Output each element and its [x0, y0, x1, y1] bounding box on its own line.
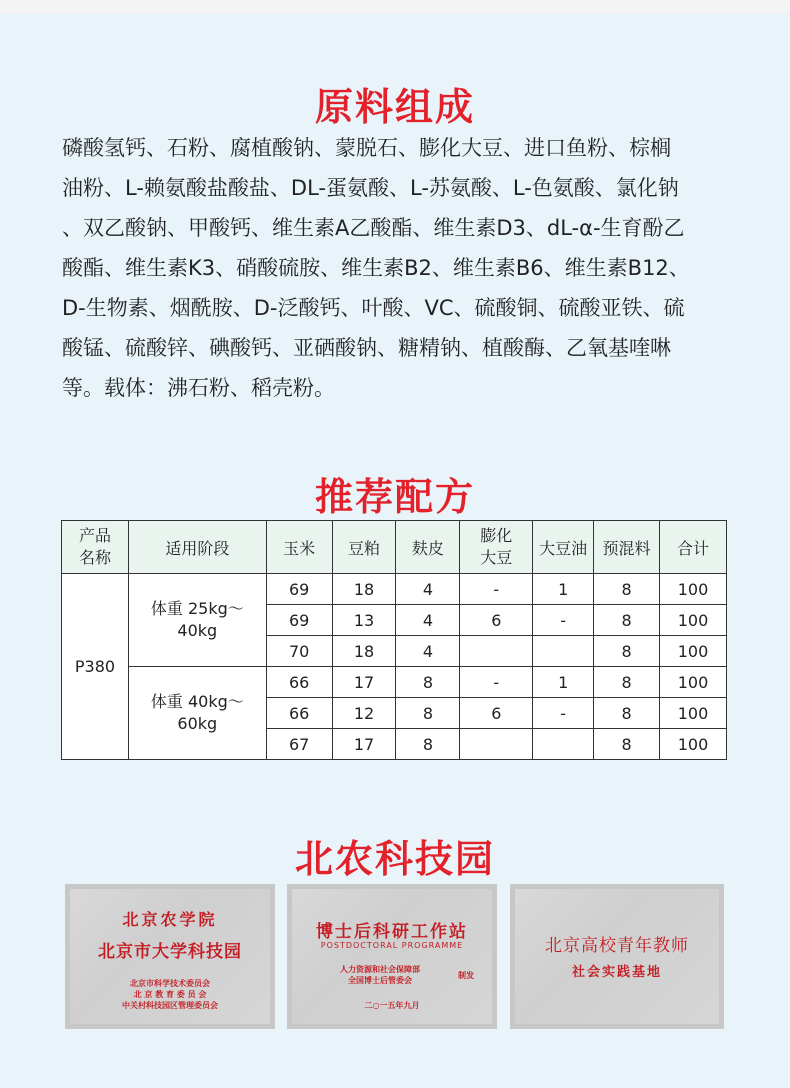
stage1-l1: 体重 25kg～	[150, 599, 244, 618]
cell-bran: 4	[396, 605, 460, 636]
table-row	[62, 667, 727, 698]
header-bran: 麸皮	[396, 521, 460, 574]
cell-premix: 8	[594, 636, 660, 667]
cell-total: 100	[660, 605, 727, 636]
ingredients-title: 原料组成	[314, 85, 475, 129]
header-puffed-l1: 膨化	[480, 526, 513, 545]
cell-premix: 8	[594, 698, 660, 729]
header-premix: 预混料	[594, 521, 660, 574]
plaque-gallery	[62, 884, 730, 1029]
plaque-issuer2: 全国博士后管委会	[348, 976, 412, 985]
ingredients-line: 等。载体：沸石粉、稻壳粉。	[62, 376, 335, 400]
header-product-l1: 产品	[78, 526, 111, 545]
header-puffed-l2: 大豆	[480, 548, 513, 567]
stage2-l2: 60kg	[177, 714, 218, 733]
cell-oil	[533, 729, 594, 760]
cell-corn: 70	[266, 636, 332, 667]
cell-total: 100	[660, 729, 727, 760]
cell-meal: 17	[332, 667, 396, 698]
cell-premix: 8	[594, 667, 660, 698]
plaque-line2: POSTDOCTORAL PROGRAMME	[320, 941, 464, 950]
plaque-line1: 北京农学院	[122, 910, 218, 929]
table-row	[62, 574, 727, 605]
cell-puffed: 6	[460, 698, 533, 729]
ingredients-text	[62, 128, 732, 408]
plaque-issuer3: 中关村科技园区管理委员会	[122, 1001, 218, 1010]
stage1-l2: 40kg	[177, 621, 218, 640]
cell-premix: 8	[594, 605, 660, 636]
plaque-postdoc-station	[287, 884, 497, 1029]
product-name-cell: P380	[62, 574, 129, 760]
header-meal: 豆粕	[332, 521, 396, 574]
plaque-issuer1: 北京市科学技术委员会	[130, 979, 210, 988]
cell-corn: 66	[266, 667, 332, 698]
cell-corn: 69	[266, 574, 332, 605]
cell-meal: 17	[332, 729, 396, 760]
cell-meal: 13	[332, 605, 396, 636]
cell-premix: 8	[594, 574, 660, 605]
ingredients-line: 酸酯、维生素K3、硝酸硫胺、维生素B2、维生素B6、维生素B12、	[62, 256, 690, 280]
cell-total: 100	[660, 636, 727, 667]
plaque-line1: 北京高校青年教师	[545, 936, 689, 956]
cell-oil: -	[533, 698, 594, 729]
cell-puffed: -	[460, 667, 533, 698]
cell-meal: 18	[332, 636, 396, 667]
cell-bran: 4	[396, 636, 460, 667]
header-oil: 大豆油	[533, 521, 594, 574]
plaque-issuer2: 北 京 教 育 委 员 会	[133, 990, 207, 999]
ingredients-line: 、双乙酸钠、甲酸钙、维生素A乙酸酯、维生素D3、dL-α-生育酚乙	[62, 216, 685, 240]
recipe-title: 推荐配方	[314, 475, 475, 519]
cell-bran: 4	[396, 574, 460, 605]
cell-meal: 12	[332, 698, 396, 729]
header-puffed-soy	[460, 521, 533, 574]
cell-corn: 69	[266, 605, 332, 636]
recipe-table	[61, 520, 727, 760]
header-corn: 玉米	[266, 521, 332, 574]
ingredients-line: 酸锰、硫酸锌、碘酸钙、亚硒酸钠、糖精钠、植酸酶、乙氧基喹啉	[62, 336, 671, 360]
cell-oil: 1	[533, 574, 594, 605]
plaque-line1: 博士后科研工作站	[316, 922, 468, 942]
cell-bran: 8	[396, 667, 460, 698]
ingredients-line: 磷酸氢钙、石粉、腐植酸钠、蒙脱石、膨化大豆、进口鱼粉、棕榈	[62, 136, 671, 160]
cell-puffed: 6	[460, 605, 533, 636]
table-header-row	[62, 521, 727, 574]
plaque-date: 二○一五年九月	[364, 1001, 420, 1010]
header-total: 合计	[660, 521, 727, 574]
cell-puffed	[460, 636, 533, 667]
cell-total: 100	[660, 667, 727, 698]
cell-corn: 66	[266, 698, 332, 729]
cell-premix: 8	[594, 729, 660, 760]
header-stage: 适用阶段	[128, 521, 266, 574]
cell-total: 100	[660, 574, 727, 605]
stage-cell	[128, 574, 266, 667]
plaque-teacher-practice-base	[510, 884, 724, 1029]
header-product	[62, 521, 129, 574]
cell-puffed: -	[460, 574, 533, 605]
top-strip	[0, 0, 790, 14]
ingredients-line: D-生物素、烟酰胺、D-泛酸钙、叶酸、VC、硫酸铜、硫酸亚铁、硫	[62, 296, 685, 320]
header-product-l2: 名称	[78, 548, 111, 567]
cell-bran: 8	[396, 729, 460, 760]
plaque-line2: 社会实践基地	[571, 965, 662, 980]
plaque-bua-science-park	[65, 884, 275, 1029]
cell-meal: 18	[332, 574, 396, 605]
cell-oil: -	[533, 605, 594, 636]
cell-puffed	[460, 729, 533, 760]
cell-total: 100	[660, 698, 727, 729]
ingredients-line: 油粉、L-赖氨酸盐酸盐、DL-蛋氨酸、L-苏氨酸、L-色氨酸、氯化钠	[62, 176, 679, 200]
plaque-issuer1: 人力资源和社会保障部	[340, 965, 420, 974]
stage2-l1: 体重 40kg～	[150, 692, 244, 711]
cell-corn: 67	[266, 729, 332, 760]
cell-oil	[533, 636, 594, 667]
plaque-issued: 制发	[458, 971, 474, 980]
park-title: 北农科技园	[294, 837, 495, 881]
cell-bran: 8	[396, 698, 460, 729]
cell-oil: 1	[533, 667, 594, 698]
plaque-line2: 北京市大学科技园	[98, 942, 242, 962]
stage-cell	[128, 667, 266, 760]
